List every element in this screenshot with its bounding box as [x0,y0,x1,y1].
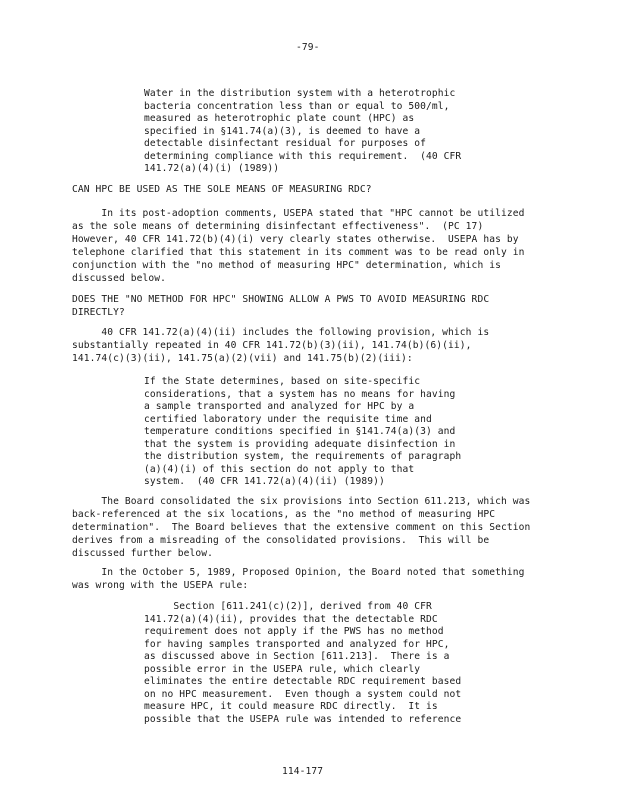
text-line: detectable disinfectant residual for purposes of [144,138,427,149]
text-line: for having samples transported and analyzed for HPC, [144,638,450,650]
text-line: was wrong with the USEPA rule: [72,580,249,591]
body-paragraph [72,207,524,285]
text-line: DOES THE "NO METHOD FOR HPC" SHOWING ALLOW A PWS TO AVOID MEASURING RDC [72,294,490,305]
body-paragraph [72,566,524,592]
text-line: 141.72(a)(4)(i) (1989)) [144,163,280,174]
text-line: (a)(4)(i) of this section do not apply to that [144,463,415,475]
text-line: the distribution system, the requirements of paragraph [144,451,462,462]
quoted-regulation-block [144,376,461,489]
text-line: discussed below. [72,273,167,284]
text-line: substantially repeated in 40 CFR 141.72(b)(3)(ii), 141.74(b)(6)(ii), [72,340,472,351]
text-line: considerations, that a system has no means for having [144,388,456,400]
text-line: as the sole means of determining disinfectant effectiveness". (PC 17) [72,221,484,232]
text-line: 40 CFR 141.72(a)(4)(ii) includes the following provision, which is [72,327,490,338]
text-line: certified laboratory under the requisite time and [144,413,432,425]
section-heading [72,183,372,196]
text-line: determining compliance with this requirement. (40 CFR [144,150,462,162]
body-paragraph [72,495,530,560]
text-line: discussed further below. [72,548,214,559]
text-line: CAN HPC BE USED AS THE SOLE MEANS OF MEASURING RDC? [72,184,372,195]
quoted-regulation-block [144,88,461,176]
text-line: If the State determines, based on site-specific [144,376,421,387]
page-number: -79- [296,42,320,53]
text-line: measure HPC, it could measure RDC directly. It is [144,701,438,712]
text-line: determination". The Board believes that the extensive comment on this Section [72,522,531,533]
text-line: a sample transported and analyzed for HPC by a [144,401,415,412]
text-line: 141.74(c)(3)(ii), 141.75(a)(2)(vii) and 141.75(b)(2)(iii): [72,353,413,364]
text-line: on no HPC measurement. Even though a system could not [144,688,462,700]
text-line: temperature conditions specified in §141.74(a)(3) and [144,426,456,437]
text-line: DIRECTLY? [72,307,125,318]
text-line: measured as heterotrophic plate count (HPC) as [144,113,415,124]
text-line: conjunction with the "no method of measuring HPC" determination, which is [72,260,501,271]
text-line: In its post-adoption comments, USEPA stated that "HPC cannot be utilized [72,208,525,219]
text-line: eliminates the entire detectable RDC requirement based [144,676,462,687]
text-line: specified in §141.74(a)(3), is deemed to have a [144,125,421,137]
text-line: that the system is providing adequate disinfection in [144,438,456,450]
text-line: bacteria concentration less than or equal to 500/ml, [144,100,450,112]
text-line: requirement does not apply if the PWS has no method [144,626,444,637]
text-line: as discussed above in Section [611.213]. There is a [144,651,450,662]
text-line: However, 40 CFR 141.72(b)(4)(i) very clearly states otherwise. USEPA has by [72,234,519,245]
text-line: back-referenced at the six locations, as the "no method of measuring HPC [72,509,496,520]
text-line: Water in the distribution system with a heterotrophic [144,88,456,99]
text-line: possible that the USEPA rule was intended to reference [144,713,462,725]
text-line: Section [611.241(c)(2)], derived from 40 CFR [144,601,432,612]
text-line: The Board consolidated the six provisions into Section 611.213, which was [72,496,531,507]
footer-page-number: 114-177 [282,766,324,777]
section-heading [72,293,489,319]
text-line: 141.72(a)(4)(ii), provides that the detectable RDC [144,613,438,625]
body-paragraph [72,326,489,365]
text-line: derives from a misreading of the consolidated provisions. This will be [72,535,490,546]
text-line: system. (40 CFR 141.72(a)(4)(ii) (1989)) [144,476,385,487]
text-line: telephone clarified that this statement in its comment was to be read only in [72,247,525,258]
text-line: In the October 5, 1989, Proposed Opinion, the Board noted that something [72,567,525,578]
text-line: possible error in the USEPA rule, which clearly [144,663,421,675]
quoted-opinion-block [144,601,461,726]
